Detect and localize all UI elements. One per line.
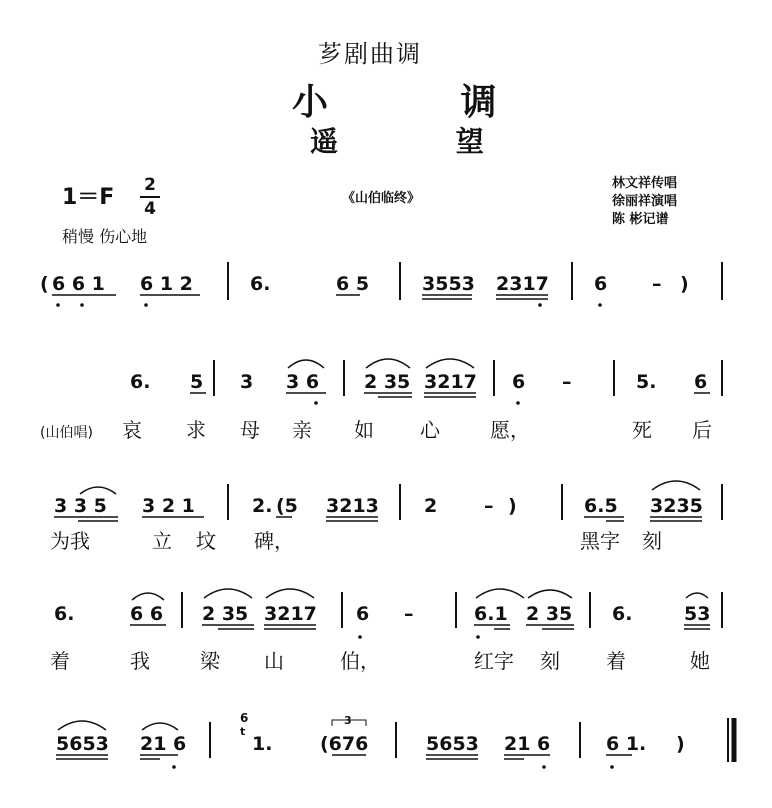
note-group: 2317 (496, 273, 549, 295)
triplet-mark: 3 (344, 714, 352, 727)
lyric: 山 (264, 649, 284, 673)
meter-top: 2 (144, 175, 156, 195)
note-group: 3217 (264, 603, 317, 625)
note-group: 6. (54, 603, 75, 625)
lyric: 黑字 (580, 529, 620, 553)
lyric: 她 (690, 649, 710, 673)
note-group: (676 (320, 733, 369, 755)
role-label: (山伯唱) (40, 425, 93, 441)
lyric: 坟 (196, 529, 216, 553)
lyric: 求 (186, 418, 206, 442)
staff-line-1 (40, 262, 722, 307)
source-label: 《山伯临终》 (342, 191, 421, 206)
key-signature: 1＝F (62, 185, 115, 210)
subtitle: 遥 望 (310, 125, 538, 158)
lyric: 为我 (50, 529, 90, 553)
lyric: 刻 (540, 649, 560, 673)
note-group: 6 1 2 (140, 273, 193, 295)
note-group: 5653 (56, 733, 109, 755)
note-group: – (484, 495, 494, 517)
note-group: 6 (594, 273, 608, 295)
grace-ornament: t (240, 725, 246, 738)
note-group: 6. (612, 603, 633, 625)
note-group: 6.5 (584, 495, 618, 517)
note-group: 21 6 (504, 733, 551, 755)
lyric: 着 (50, 649, 70, 673)
lyric: 伯， (340, 649, 380, 673)
lyric: 立 (152, 529, 172, 553)
note-group: 6 (512, 371, 526, 393)
note-group: 3 2 1 (142, 495, 195, 517)
note-group: 3 3 5 (54, 495, 107, 517)
note-group: 3213 (326, 495, 379, 517)
note-group: ) (508, 495, 517, 517)
staff-line-2 (40, 359, 722, 442)
lyric: 碑， (254, 529, 294, 553)
note-group: 2 35 (526, 603, 573, 625)
note-group: 3553 (422, 273, 475, 295)
note-group: 5 (190, 371, 204, 393)
lyric: 如 (354, 418, 374, 442)
lyric: 刻 (642, 529, 662, 553)
note-group: 2. (252, 495, 273, 517)
note-group: (5 (276, 495, 298, 517)
note-group: 6. (130, 371, 151, 393)
meter-bottom: 4 (144, 199, 156, 219)
note-group: 3 6 (286, 371, 320, 393)
lyric: 母 (240, 418, 260, 442)
note-group: 2 35 (364, 371, 411, 393)
note-group: ) (680, 273, 689, 295)
note-group: 6 1. (606, 733, 647, 755)
staff-line-3 (50, 481, 722, 553)
note-group: 6 (694, 371, 708, 393)
note-group: 5653 (426, 733, 479, 755)
lyric: 心 (420, 418, 440, 442)
lyric: 死 (632, 418, 652, 442)
note-group: – (562, 371, 572, 393)
note-group: 6.1 (474, 603, 508, 625)
staff-line-4 (50, 589, 722, 673)
note-group: 21 6 (140, 733, 187, 755)
staff-line-5 (56, 711, 734, 769)
lyric: 愿， (490, 418, 530, 442)
note-group: – (652, 273, 662, 295)
note-group: ( (40, 273, 49, 295)
note-group: 3 (240, 371, 254, 393)
title: 小 调 (292, 82, 557, 123)
genre-label: 芗剧曲调 (318, 40, 422, 68)
lyric: 后 (692, 418, 712, 442)
note-group: 53 (684, 603, 711, 625)
lyric: 红字 (474, 649, 514, 673)
note-group: 1. (252, 733, 273, 755)
lyric: 哀 (122, 418, 142, 442)
lyric: 梁 (200, 649, 220, 673)
note-group: 6 5 (336, 273, 370, 295)
note-group: 3235 (650, 495, 703, 517)
note-group: 5. (636, 371, 657, 393)
lyric: 我 (130, 649, 150, 673)
credit-performer: 徐丽祥演唱 (612, 194, 678, 209)
note-group: 3217 (424, 371, 477, 393)
note-group: 6. (250, 273, 271, 295)
note-group: 6 (356, 603, 370, 625)
lyric: 亲 (292, 418, 312, 442)
note-group: 2 (424, 495, 438, 517)
grace-note: 6 (240, 711, 249, 725)
note-group: 6 6 1 (52, 273, 105, 295)
lyric: 着 (606, 649, 626, 673)
note-group: ) (676, 733, 685, 755)
credit-singer: 林文祥传唱 (612, 176, 678, 191)
tempo-marking: 稍慢 伤心地 (62, 227, 148, 246)
credit-transcriber: 陈 彬记谱 (612, 212, 669, 227)
note-group: 2 35 (202, 603, 249, 625)
note-group: – (404, 603, 414, 625)
note-group: 6 6 (130, 603, 164, 625)
